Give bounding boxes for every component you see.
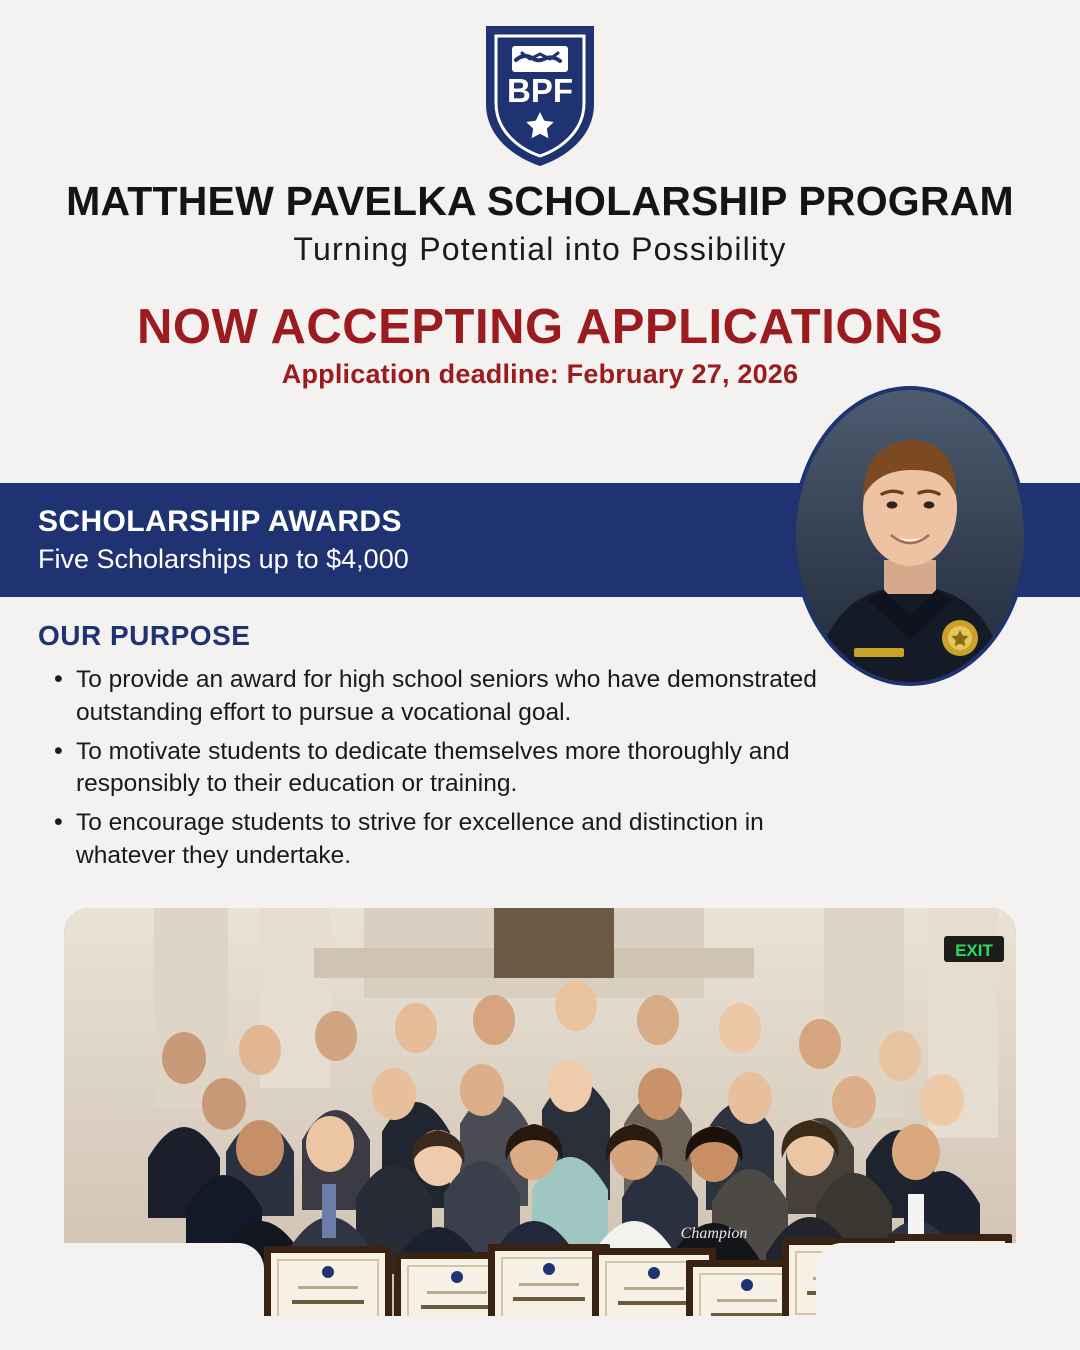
- now-accepting-callout: NOW ACCEPTING APPLICATIONS: [136, 300, 944, 354]
- officer-portrait: [792, 386, 1028, 686]
- scholarship-awards-detail: Five Scholarships up to $4,000: [38, 544, 409, 574]
- list-item: • To motivate students to dedicate themselves more thoroughly and responsibly to their education or training.: [76, 736, 838, 802]
- bpf-shield-logo-icon: [478, 16, 602, 172]
- our-purpose-list: [38, 664, 838, 873]
- svg-text:EXIT: EXIT: [955, 941, 993, 960]
- photo-notch-right: [816, 1243, 1016, 1318]
- svg-text:BPF: BPF: [507, 72, 573, 109]
- photo-notch-left: [64, 1243, 264, 1318]
- logo-container: [0, 0, 1080, 172]
- header-block: [0, 178, 1080, 390]
- application-deadline: Application deadline: February 27, 2026: [281, 359, 799, 390]
- page-tagline: Turning Potential into Possibility: [293, 231, 787, 267]
- page-title: MATTHEW PAVELKA SCHOLARSHIP PROGRAM: [66, 178, 1014, 224]
- svg-text:Champion: Champion: [680, 1225, 748, 1242]
- list-item: • To provide an award for high school seniors who have demonstrated outstanding effort to pursue a vocational goal.: [76, 664, 838, 730]
- our-purpose-heading: OUR PURPOSE: [38, 620, 251, 651]
- scholarship-awards-heading: SCHOLARSHIP AWARDS: [38, 505, 402, 538]
- our-purpose-section: [38, 620, 838, 879]
- list-item: • To encourage students to strive for excellence and distinction in whatever they undertake.: [76, 807, 838, 873]
